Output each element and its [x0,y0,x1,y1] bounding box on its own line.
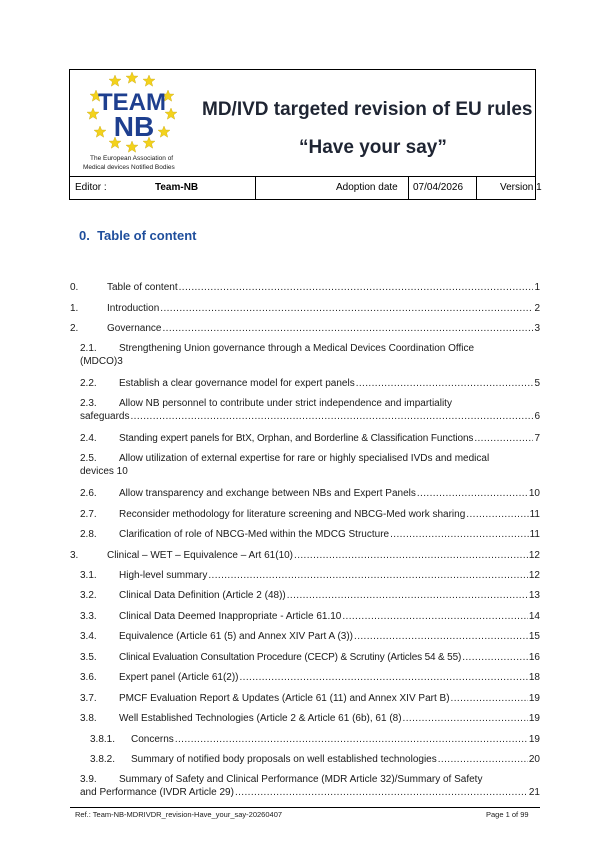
toc-entry-0[interactable]: 0. Table of content ..... 1 [70,281,540,294]
adoption-date-value: 07/04/2026 [413,182,464,193]
logo-stars-graphic [76,72,188,154]
toc-heading-title: Table of content [97,228,197,243]
document-subtitle: “Have your say” [299,137,447,158]
editor-label: Editor : [75,182,107,193]
document-meta-row [70,176,542,201]
team-nb-logo [76,72,188,174]
document-header [69,69,542,200]
logo-caption-line2: Medical devices Notified Bodies [83,164,175,171]
toc-entry-3-2[interactable]: 3.2. Clinical Data Definition (Article 2 (48)) ..... 13 [70,589,540,602]
toc-entry-3-4[interactable]: 3.4. Equivalence (Article 61 (5) and Annex XIV Part A (3)) ..... 15 [70,630,540,643]
logo-nb-text: NB [113,111,155,142]
footer-page-number: Page 1 of 99 [486,810,529,819]
toc-entry-3[interactable]: 3. Clinical – WET – Equivalence – Art 61(10) ..... 12 [70,549,540,562]
toc-entry-3-5[interactable]: 3.5. Clinical Evaluation Consultation Procedure (CECP) & Scrutiny (Articles 54 & 55) ..... 16 [70,651,540,664]
document-title: MD/IVD targeted revision of EU rules [202,99,533,120]
toc-entry-2-4[interactable]: 2.4. Standing expert panels for BtX, Orphan, and Borderline & Classification Functions ..... 7 [70,432,540,445]
footer-reference: Ref.: Team-NB-MDRIVDR_revision-Have_your_say-20260407 [75,810,283,819]
toc-entry-3-9[interactable]: 3.9. Summary of Safety and Clinical Performance (MDR Article 32)/Summary of Safety and Performance (IVDR Article 29) ..... 21 [70,773,540,799]
toc-entry-3-1[interactable]: 3.1. High-level summary ..... 12 [70,569,540,582]
toc-entry-2-7[interactable]: 2.7. Reconsider methodology for literature screening and NBCG-Med work sharing ..... 11 [70,508,540,521]
toc-entry-1[interactable]: 1. Introduction ..... 2 [70,302,540,315]
toc-entry-2-3[interactable]: 2.3. Allow NB personnel to contribute under strict independence and impartiality safeguards ..... 6 [70,397,540,423]
toc-entry-2-2[interactable]: 2.2. Establish a clear governance model for expert panels ..... 5 [70,377,540,390]
toc-heading [79,228,197,243]
toc-entry-3-8-1[interactable]: 3.8.1. Concerns ..... 19 [70,733,540,746]
toc-entry-2-6[interactable]: 2.6. Allow transparency and exchange between NBs and Expert Panels ..... 10 [70,487,540,500]
toc-entry-3-3[interactable]: 3.3. Clinical Data Deemed Inappropriate - Article 61.10 ..... 14 [70,610,540,623]
toc-entry-3-6[interactable]: 3.6. Expert panel (Article 61(2)) ..... 18 [70,671,540,684]
toc-entry-2-5[interactable]: 2.5. Allow utilization of external expertise for rare or highly specialised IVDs and medical devices 10 [80,453,490,477]
meta-divider [408,177,409,200]
toc-entry-2-8[interactable]: 2.8. Clarification of role of NBCG-Med within the MDCG Structure ..... 11 [70,528,540,541]
toc-entry-3-7[interactable]: 3.7. PMCF Evaluation Report & Updates (Article 61 (11) and Annex XIV Part B) ..... 19 [70,692,540,705]
meta-divider [476,177,477,200]
toc-entry-3-8[interactable]: 3.8. Well Established Technologies (Article 2 & Article 61 (6b), 61 (8) ..... 19 [70,712,540,725]
logo-team-text: TEAM [98,89,166,116]
logo-caption-line1: The European Association of [90,155,174,162]
meta-divider [255,177,256,200]
version-label: Version 1 [500,182,542,193]
toc-entry-2[interactable]: 2. Governance ..... 3 [70,322,540,335]
toc-heading-number: 0. [79,228,90,243]
editor-value: Team-NB [155,182,199,193]
footer-rule [70,807,540,808]
toc-entry-2-1[interactable]: 2.1. Strengthening Union governance through a Medical Devices Coordination Office (MDCO)3 [80,343,475,367]
toc-entry-3-8-2[interactable]: 3.8.2. Summary of notified body proposals on well established technologies ..... 20 [70,753,540,766]
adoption-date-label: Adoption date [336,182,398,193]
